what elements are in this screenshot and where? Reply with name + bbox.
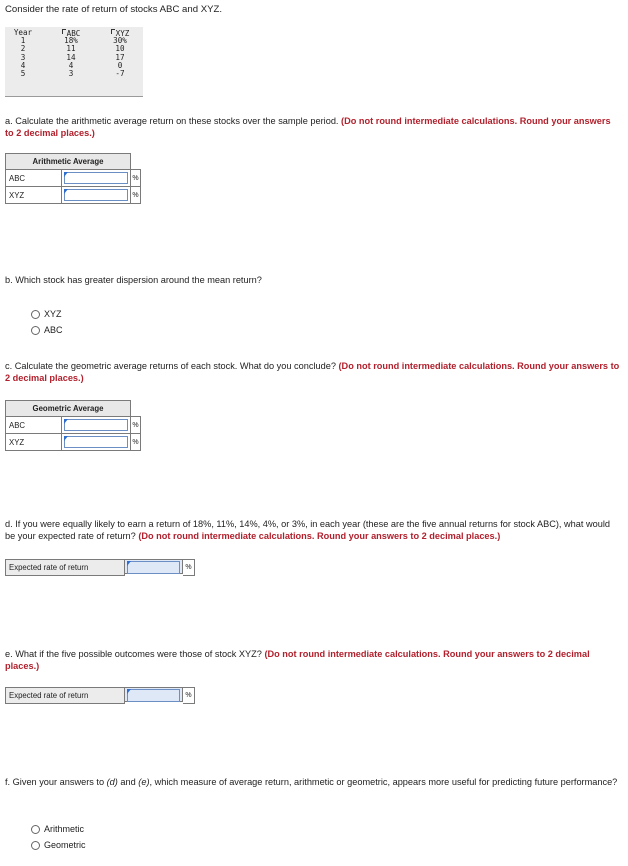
radio-circle-icon[interactable] <box>31 825 40 834</box>
xyz-cell: 30% <box>113 36 127 46</box>
radio-label: Arithmetic <box>44 824 85 834</box>
arithmetic-average-table <box>5 153 141 204</box>
year-cell: 2 <box>20 44 26 54</box>
abc-cell: 4 <box>68 60 74 70</box>
radio-label: ABC <box>44 325 63 335</box>
geometric-xyz-input[interactable] <box>64 436 128 448</box>
year-cell: 1 <box>20 36 26 46</box>
part-a-text: a. Calculate the arithmetic average return on these stocks over the sample period. <box>5 116 339 126</box>
part-a-question <box>5 115 620 139</box>
radio-circle-icon[interactable] <box>31 310 40 319</box>
radio-circle-icon[interactable] <box>31 326 40 335</box>
arithmetic-xyz-input[interactable] <box>64 189 128 201</box>
part-e-question <box>5 648 620 672</box>
abc-column <box>58 29 84 78</box>
abc-header: ABC <box>66 29 81 38</box>
expected-return-d-row <box>5 559 195 576</box>
radio-label: Geometric <box>44 840 86 850</box>
row-label-xyz: XYZ <box>6 187 62 204</box>
part-f-ref-d: (d) <box>106 777 118 787</box>
part-f-options <box>31 821 86 853</box>
geometric-average-header: Geometric Average <box>6 401 131 417</box>
radio-option-arithmetic[interactable] <box>31 821 86 837</box>
year-column <box>11 29 35 78</box>
year-header: Year <box>13 28 33 37</box>
geometric-abc-input[interactable] <box>64 419 128 431</box>
geometric-average-table <box>5 400 141 451</box>
part-c-question <box>5 360 620 384</box>
part-f-text: f. Given your answers to <box>5 777 107 787</box>
row-label-abc: ABC <box>6 170 62 187</box>
year-cell: 4 <box>20 60 26 70</box>
intro-text: Consider the rate of return of stocks ABC and XYZ. <box>5 4 223 15</box>
abc-cell: 14 <box>66 52 76 62</box>
arithmetic-abc-input[interactable] <box>64 172 128 184</box>
returns-data-table <box>5 27 143 97</box>
radio-option-xyz[interactable] <box>31 306 63 322</box>
percent-unit: % <box>131 434 141 451</box>
part-f-question <box>5 776 620 788</box>
radio-circle-icon[interactable] <box>31 841 40 850</box>
row-label-abc: ABC <box>6 417 62 434</box>
part-b-question: b. Which stock has greater dispersion around the mean return? <box>5 275 262 285</box>
year-cell: 5 <box>20 68 26 78</box>
xyz-cell: 10 <box>115 44 125 54</box>
abc-cell: 3 <box>68 68 74 78</box>
part-d-text: d. If you were equally likely to earn a return of 18%, 11%, 14%, 4%, or 3%, in each year (these are the five annual returns for stock ABC), what would be your expected rate of return? <box>5 519 610 541</box>
radio-option-abc[interactable] <box>31 322 63 338</box>
arithmetic-average-header: Arithmetic Average <box>6 154 131 170</box>
percent-unit: % <box>131 417 141 434</box>
part-b-options <box>31 306 63 338</box>
expected-return-d-input[interactable] <box>127 561 180 574</box>
xyz-header: XYZ <box>115 29 130 38</box>
part-c-instruction: (Do not round intermediate calculations. Round your answers to 2 decimal places.) <box>5 361 620 383</box>
percent-unit: % <box>131 170 141 187</box>
expected-return-label: Expected rate of return <box>5 687 125 704</box>
percent-unit: % <box>183 687 195 704</box>
percent-unit: % <box>183 559 195 576</box>
xyz-cell: -7 <box>115 68 125 78</box>
part-a-instruction: (Do not round intermediate calculations. Round your answers to 2 decimal places.) <box>5 116 611 138</box>
percent-unit: % <box>131 187 141 204</box>
part-c-text: c. Calculate the geometric average returns of each stock. What do you conclude? <box>5 361 336 371</box>
xyz-cell: 0 <box>117 60 123 70</box>
part-f-text: , which measure of average return, arithmetic or geometric, appears more useful for predicting future performance? <box>149 777 618 787</box>
radio-label: XYZ <box>44 309 62 319</box>
part-e-instruction: (Do not round intermediate calculations. Round your answers to 2 decimal places.) <box>5 649 590 671</box>
xyz-column <box>107 29 133 78</box>
part-d-instruction: (Do not round intermediate calculations. Round your answers to 2 decimal places.) <box>138 531 501 541</box>
xyz-cell: 17 <box>115 52 125 62</box>
row-label-xyz: XYZ <box>6 434 62 451</box>
expected-return-e-input[interactable] <box>127 689 180 702</box>
expected-return-label: Expected rate of return <box>5 559 125 576</box>
abc-cell: 18% <box>64 36 78 46</box>
radio-option-geometric[interactable] <box>31 837 86 853</box>
year-cell: 3 <box>20 52 26 62</box>
expected-return-e-row <box>5 687 195 704</box>
part-e-text: e. What if the five possible outcomes were those of stock XYZ? <box>5 649 262 659</box>
part-f-text: and <box>117 777 139 787</box>
part-f-ref-e: (e) <box>138 777 150 787</box>
abc-cell: 11 <box>66 44 76 54</box>
part-d-question <box>5 518 620 542</box>
